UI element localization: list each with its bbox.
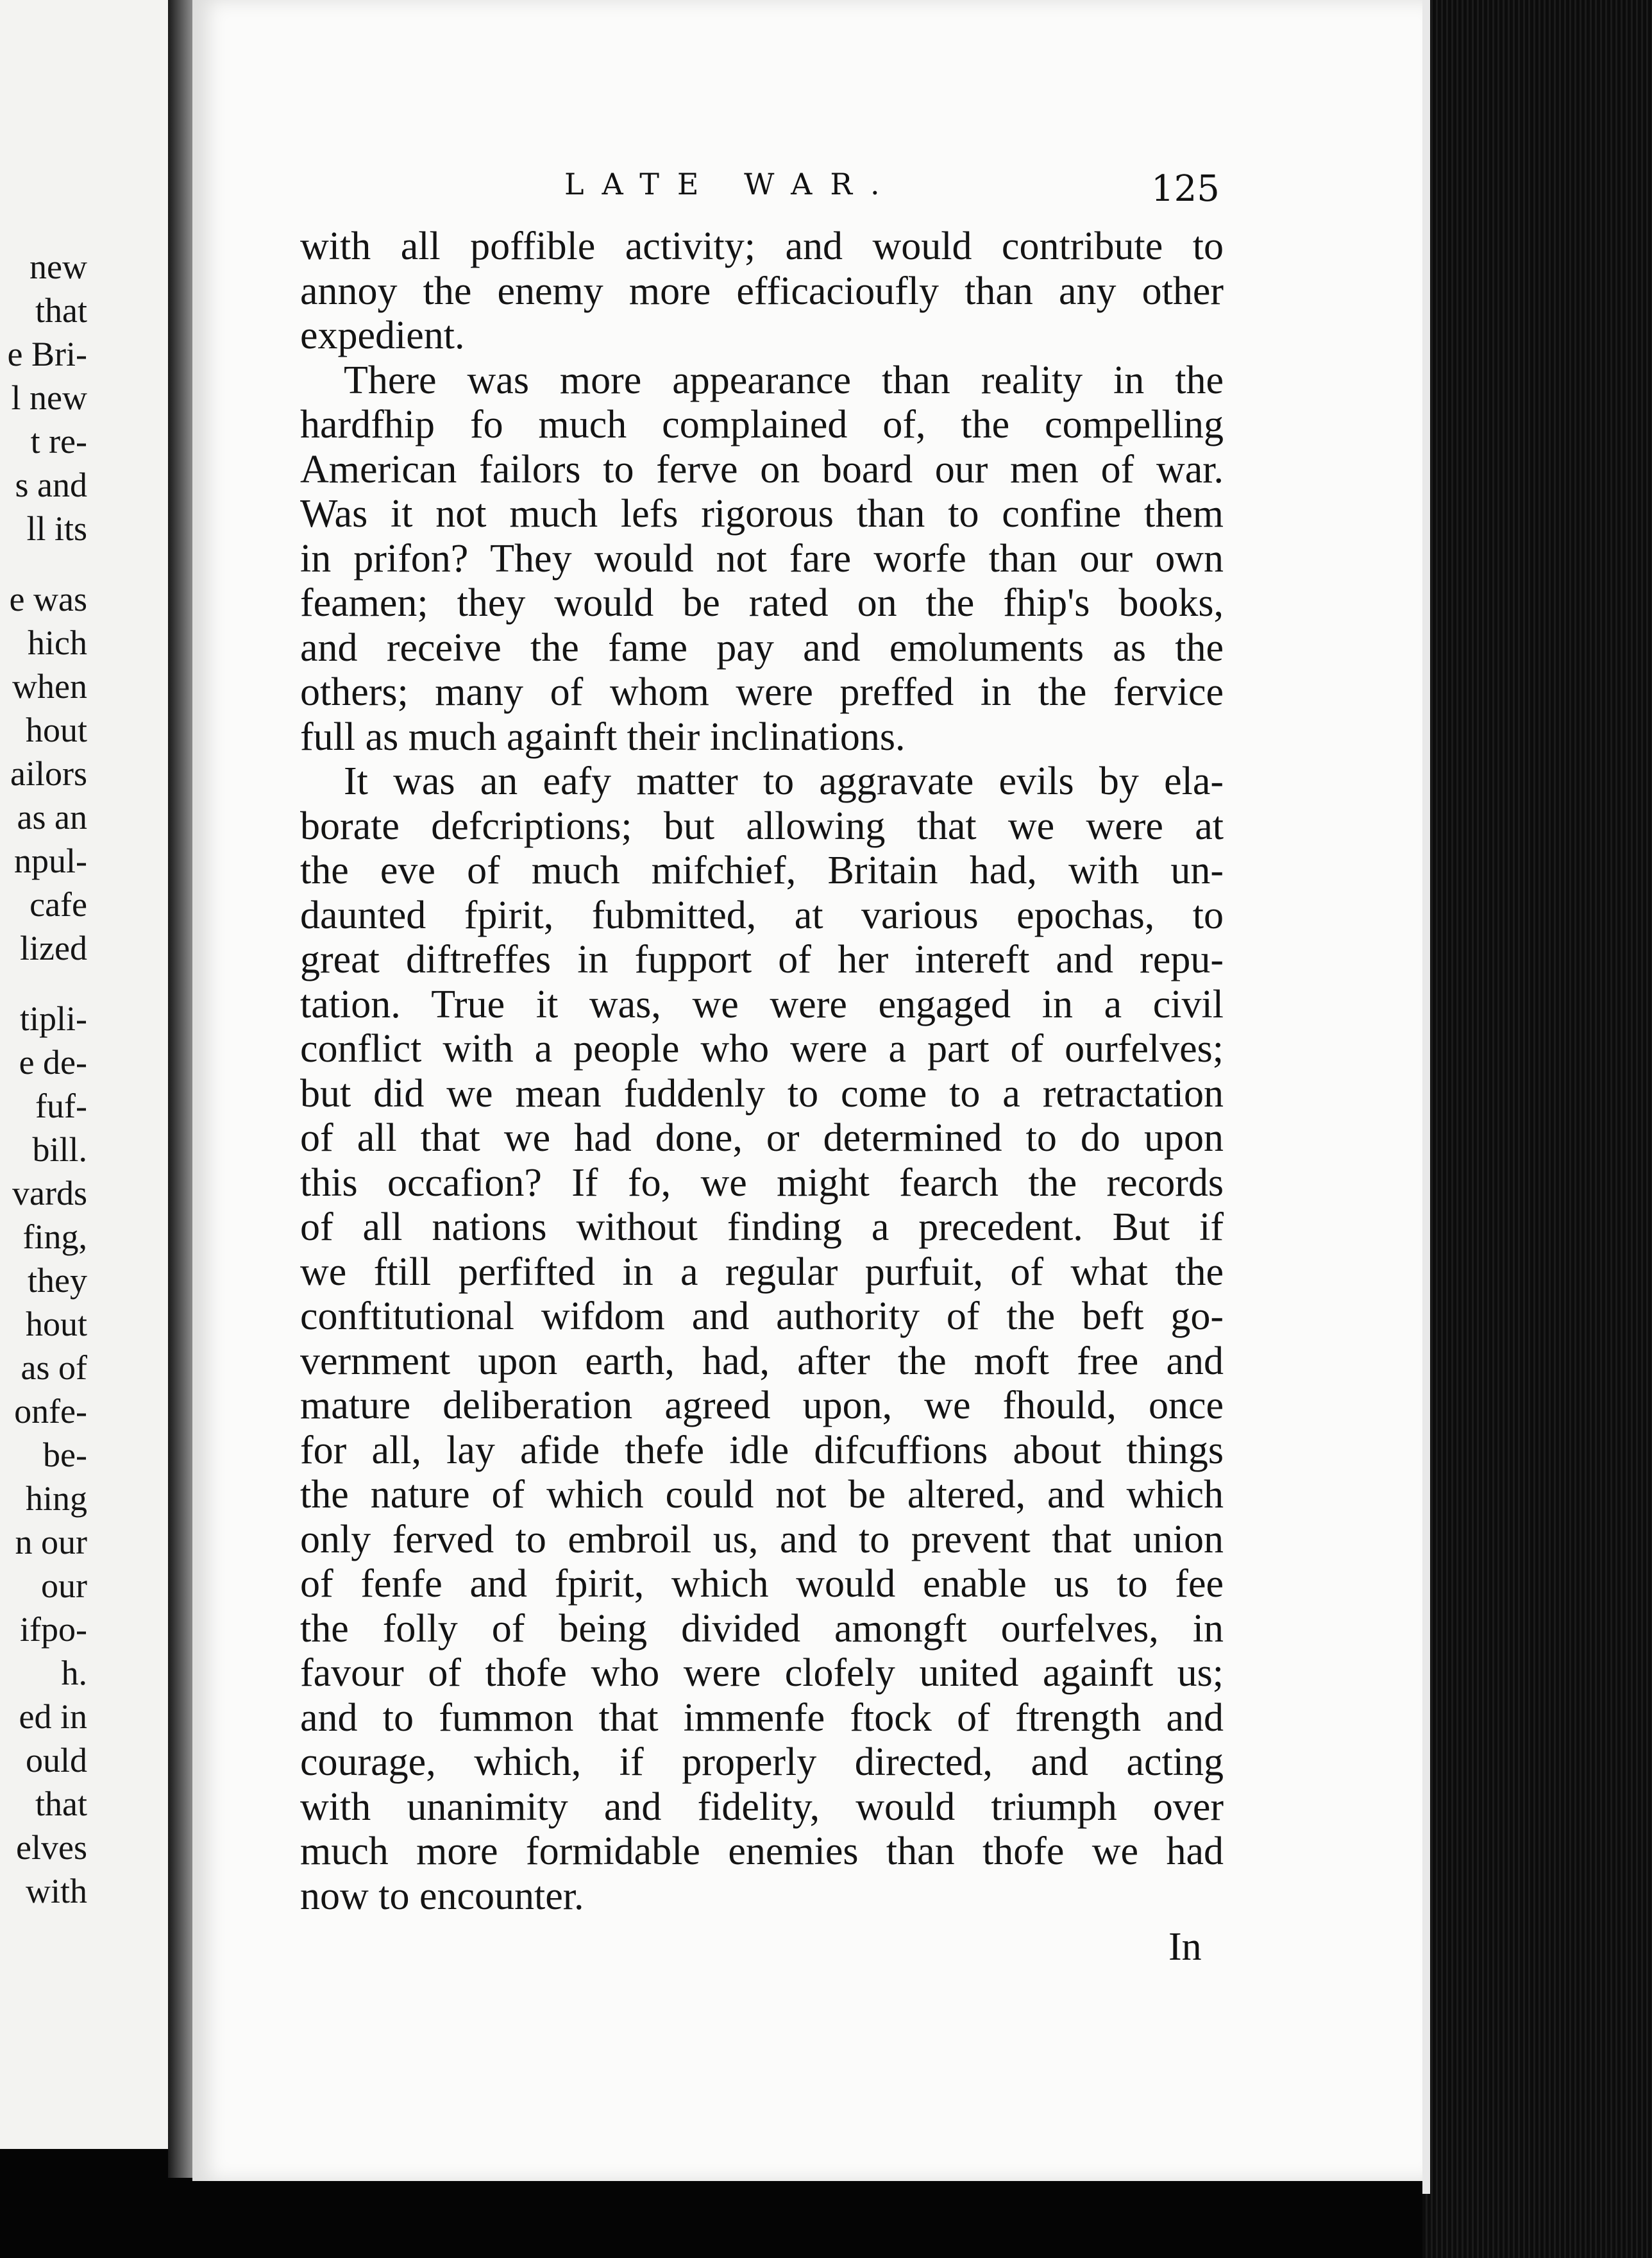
facing-page-fragment: hout bbox=[25, 711, 87, 749]
facing-page-fragment: ould bbox=[25, 1741, 87, 1779]
text-line: It was an eafy matter to aggravate evils by ela- bbox=[344, 760, 1224, 803]
page-edges bbox=[1422, 0, 1652, 2258]
facing-page-fragment: s and bbox=[15, 466, 87, 504]
text-line: we ftill perfifted in a regular purfuit, of what the bbox=[300, 1250, 1224, 1294]
facing-page-fragment: as of bbox=[21, 1348, 87, 1387]
facing-page-fragment: hich bbox=[28, 624, 87, 662]
facing-page-fragment: cafe bbox=[30, 885, 87, 924]
facing-page-fragment: ed in bbox=[19, 1697, 87, 1736]
text-line: now to encounter. bbox=[300, 1874, 584, 1918]
text-line: others; many of whom were preffed in the fervice bbox=[300, 670, 1224, 714]
text-line: and to fummon that immenfe ftock of ftrength and bbox=[300, 1695, 1224, 1740]
text-line: of all that we had done, or determined to do upon bbox=[300, 1116, 1224, 1160]
facing-page-fragment: n our bbox=[15, 1523, 87, 1561]
text-line: expedient. bbox=[300, 314, 465, 357]
text-line: borate defcriptions; but allowing that we were at bbox=[300, 804, 1224, 848]
facing-page-fragment: onfe- bbox=[14, 1392, 87, 1430]
text-line: American failors to ferve on board our men of war. bbox=[300, 447, 1224, 491]
text-line: and receive the fame pay and emoluments as the bbox=[300, 625, 1224, 670]
text-line: hardfhip fo much complained of, the compelling bbox=[300, 403, 1224, 446]
catchword: In bbox=[1168, 1925, 1202, 1969]
text-line: much more formidable enemies than thofe we had bbox=[300, 1829, 1224, 1873]
text-line: annoy the enemy more efficacioufly than any other bbox=[300, 269, 1224, 313]
facing-page-fragment: e de- bbox=[19, 1043, 87, 1082]
facing-page-fragment: vards bbox=[12, 1174, 87, 1212]
text-line: but did we mean fuddenly to come to a retractation bbox=[300, 1071, 1224, 1116]
text-line: for all, lay afide thefe idle difcuffions about things bbox=[300, 1428, 1224, 1472]
facing-page-fragment: ifpo- bbox=[20, 1610, 87, 1649]
text-line: daunted fpirit, fubmitted, at various epochas, to bbox=[300, 893, 1224, 937]
facing-page-fragment: ailors bbox=[10, 754, 87, 793]
page-number: 125 bbox=[1151, 168, 1220, 210]
facing-page-fragment: that bbox=[35, 1785, 87, 1823]
facing-page-fragment: l new bbox=[11, 378, 87, 417]
facing-page-fragment: fuf- bbox=[35, 1087, 87, 1125]
facing-page-fragment: npul- bbox=[14, 842, 87, 880]
running-title: LATE WAR. bbox=[564, 167, 898, 201]
facing-page-fragment: bill. bbox=[32, 1130, 87, 1169]
text-line: only ferved to embroil us, and to prevent that union bbox=[300, 1517, 1224, 1561]
facing-page-fragment: new bbox=[30, 248, 87, 286]
text-line: with unanimity and fidelity, would triumph over bbox=[300, 1785, 1224, 1829]
facing-page-fragment: that bbox=[35, 291, 87, 330]
page-edge-highlight bbox=[1422, 0, 1430, 2194]
text-line: great diftreffes in fupport of her intereft and repu- bbox=[300, 938, 1224, 981]
text-line: the nature of which could not be altered, and which bbox=[300, 1473, 1224, 1516]
facing-page-fragment: tipli- bbox=[20, 999, 87, 1038]
text-line: favour of thofe who were clofely united againft us; bbox=[300, 1651, 1224, 1695]
paragraph bbox=[300, 359, 1224, 760]
text-line: the folly of being divided amongft ourfelves, in bbox=[300, 1606, 1224, 1651]
facing-page-fragment: be- bbox=[43, 1436, 87, 1474]
text-line: full as much againft their inclinations. bbox=[300, 715, 906, 759]
facing-page-fragment: elves bbox=[16, 1828, 87, 1867]
text-line: tation. True it was, we were engaged in a civil bbox=[300, 982, 1224, 1026]
text-line: vernment upon earth, had, after the moft free and bbox=[300, 1339, 1224, 1383]
paragraph bbox=[300, 225, 1224, 359]
text-line: the eve of much mifchief, Britain had, with un- bbox=[300, 849, 1224, 892]
facing-page-fragment: hing bbox=[25, 1479, 87, 1518]
paragraph bbox=[300, 760, 1224, 1919]
facing-page-fragment: h. bbox=[61, 1654, 87, 1692]
body-text bbox=[300, 225, 1224, 1919]
facing-page-fragment: when bbox=[12, 667, 87, 706]
facing-page bbox=[0, 0, 168, 2149]
facing-page-fragment: e Bri- bbox=[7, 335, 87, 373]
facing-page-fragment: hout bbox=[25, 1305, 87, 1343]
facing-page-fragment: they bbox=[28, 1261, 87, 1300]
text-line: mature deliberation agreed upon, we fhould, once bbox=[300, 1384, 1224, 1427]
text-line: Was it not much lefs rigorous than to confine them bbox=[300, 492, 1224, 536]
facing-page-fragment: fing, bbox=[22, 1218, 87, 1256]
facing-page-fragment: ll its bbox=[26, 509, 87, 548]
text-line: of all nations without finding a precedent. But if bbox=[300, 1205, 1224, 1249]
text-line: in prifon? They would not fare worfe than our own bbox=[300, 536, 1224, 581]
text-line: conflict with a people who were a part of ourfelves; bbox=[300, 1027, 1224, 1071]
text-line: courage, which, if properly directed, and acting bbox=[300, 1740, 1224, 1784]
facing-page-fragment: as an bbox=[17, 798, 87, 836]
facing-page-fragment: t re- bbox=[30, 422, 87, 461]
text-line: of fenfe and fpirit, which would enable us to fee bbox=[300, 1562, 1224, 1606]
text-line: this occafion? If fo, we might fearch the records bbox=[300, 1160, 1224, 1205]
text-line: There was more appearance than reality in the bbox=[344, 358, 1224, 402]
text-line: feamen; they would be rated on the fhip's books, bbox=[300, 581, 1224, 625]
text-line: with all poffible activity; and would contribute to bbox=[300, 225, 1224, 268]
facing-page-fragment: with bbox=[25, 1872, 87, 1910]
facing-page-fragment: e was bbox=[9, 580, 87, 618]
facing-page-fragment: our bbox=[41, 1566, 87, 1605]
facing-page-fragment: lized bbox=[20, 929, 87, 967]
text-line: conftitutional wifdom and authority of the beft go- bbox=[300, 1295, 1224, 1338]
